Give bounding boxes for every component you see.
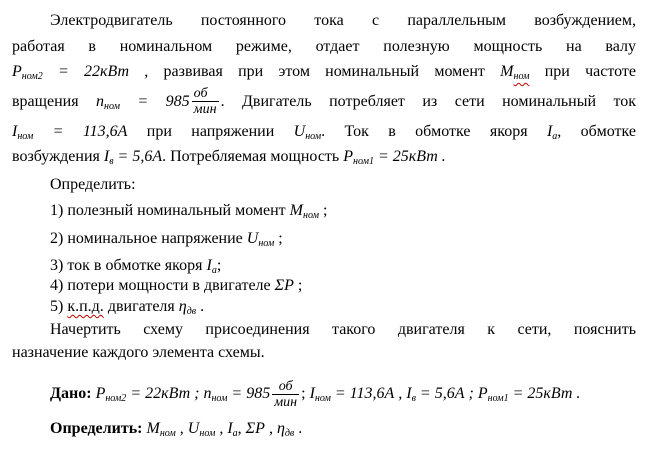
formula-m: $M_{ном}$ — [500, 63, 530, 82]
problem-paragraph — [12, 8, 636, 170]
fraction-ob-min: $\frac{об}{\text{мин}}$ — [193, 86, 217, 118]
formula-p1: $P_{ном1} = 25кВт$ . — [343, 148, 446, 167]
formula-u: $U_{ном}$ — [293, 122, 322, 142]
formula-i: $I_{ном} = 113,6А$ — [12, 122, 128, 142]
draw-paragraph — [12, 318, 636, 364]
list-item-3: 3) ток в обмотке якоря $I_а$; — [50, 257, 222, 276]
problem-line-4: вращения $n_{ном} = 985$ $\frac{об}{\text{мин}}$ . Двигатель потребляет из сети номинальный ток — [12, 86, 637, 118]
list-item-5: 5) к.п.д. двигателя $\eta_{дв}$ . — [50, 298, 205, 317]
given-line: Дано: $P_{ном2} = 22кВт$ ; $n_{ном} = 985$ $\frac{об}{\text{мин}}$ ; $I_{ном} = 113,6А$ , $I_в = 5,6А$ ; $P_{ном1} = 25кВт$ . — [50, 378, 581, 410]
list-item-4: 4) потери мощности в двигателе ΣP ; — [50, 277, 303, 294]
draw-line-1: Начертить схему присоединения такого двигателя к сети, пояснить — [50, 321, 636, 338]
problem-line-2: работая в номинальном режиме, отдает полезную мощность на валу — [12, 37, 636, 55]
formula-ia: $I_а$ — [546, 122, 558, 142]
formula-p2: $P_{ном2} = 22кВт$ , — [12, 63, 149, 82]
problem-line-5: $I_{ном} = 113,6А$ при напряжении $U_{ном}$. Ток в обмотке якоря $I_а$, обмотке — [12, 122, 636, 142]
draw-line-2: назначение каждого элемента схемы. — [12, 344, 265, 361]
formula-iv: $I_в = 5,6А$ — [103, 148, 163, 167]
formula-n: $n_{ном} = 985$ — [96, 92, 190, 112]
list-item-1: 1) полезный номинальный момент $M_{ном}$ ; — [50, 202, 328, 221]
define-title: Определить: — [50, 176, 136, 193]
list-item-2: 2) номинальное напряжение $U_{ном}$ ; — [50, 230, 283, 249]
problem-line-3: $P_{ном2} = 22кВт$ , развивая при этом номинальный момент $M_{ном}$ при частоте — [12, 63, 636, 82]
problem-line-1: Электродвигатель постоянного тока с параллельным возбуждением, — [50, 12, 636, 29]
find-line: Определить: $M_{ном}$ , $U_{ном}$ , $I_а$, ΣP , $\eta_{дв}$ . — [50, 420, 303, 439]
given-label: Дано: — [50, 385, 92, 402]
given-fraction: $\frac{об}{\text{мин}}$ — [274, 378, 298, 410]
find-label: Определить: — [50, 420, 143, 437]
problem-line-6: возбуждения $I_в = 5,6А$. Потребляемая мощность $P_{ном1} = 25кВт$ . — [12, 148, 446, 167]
